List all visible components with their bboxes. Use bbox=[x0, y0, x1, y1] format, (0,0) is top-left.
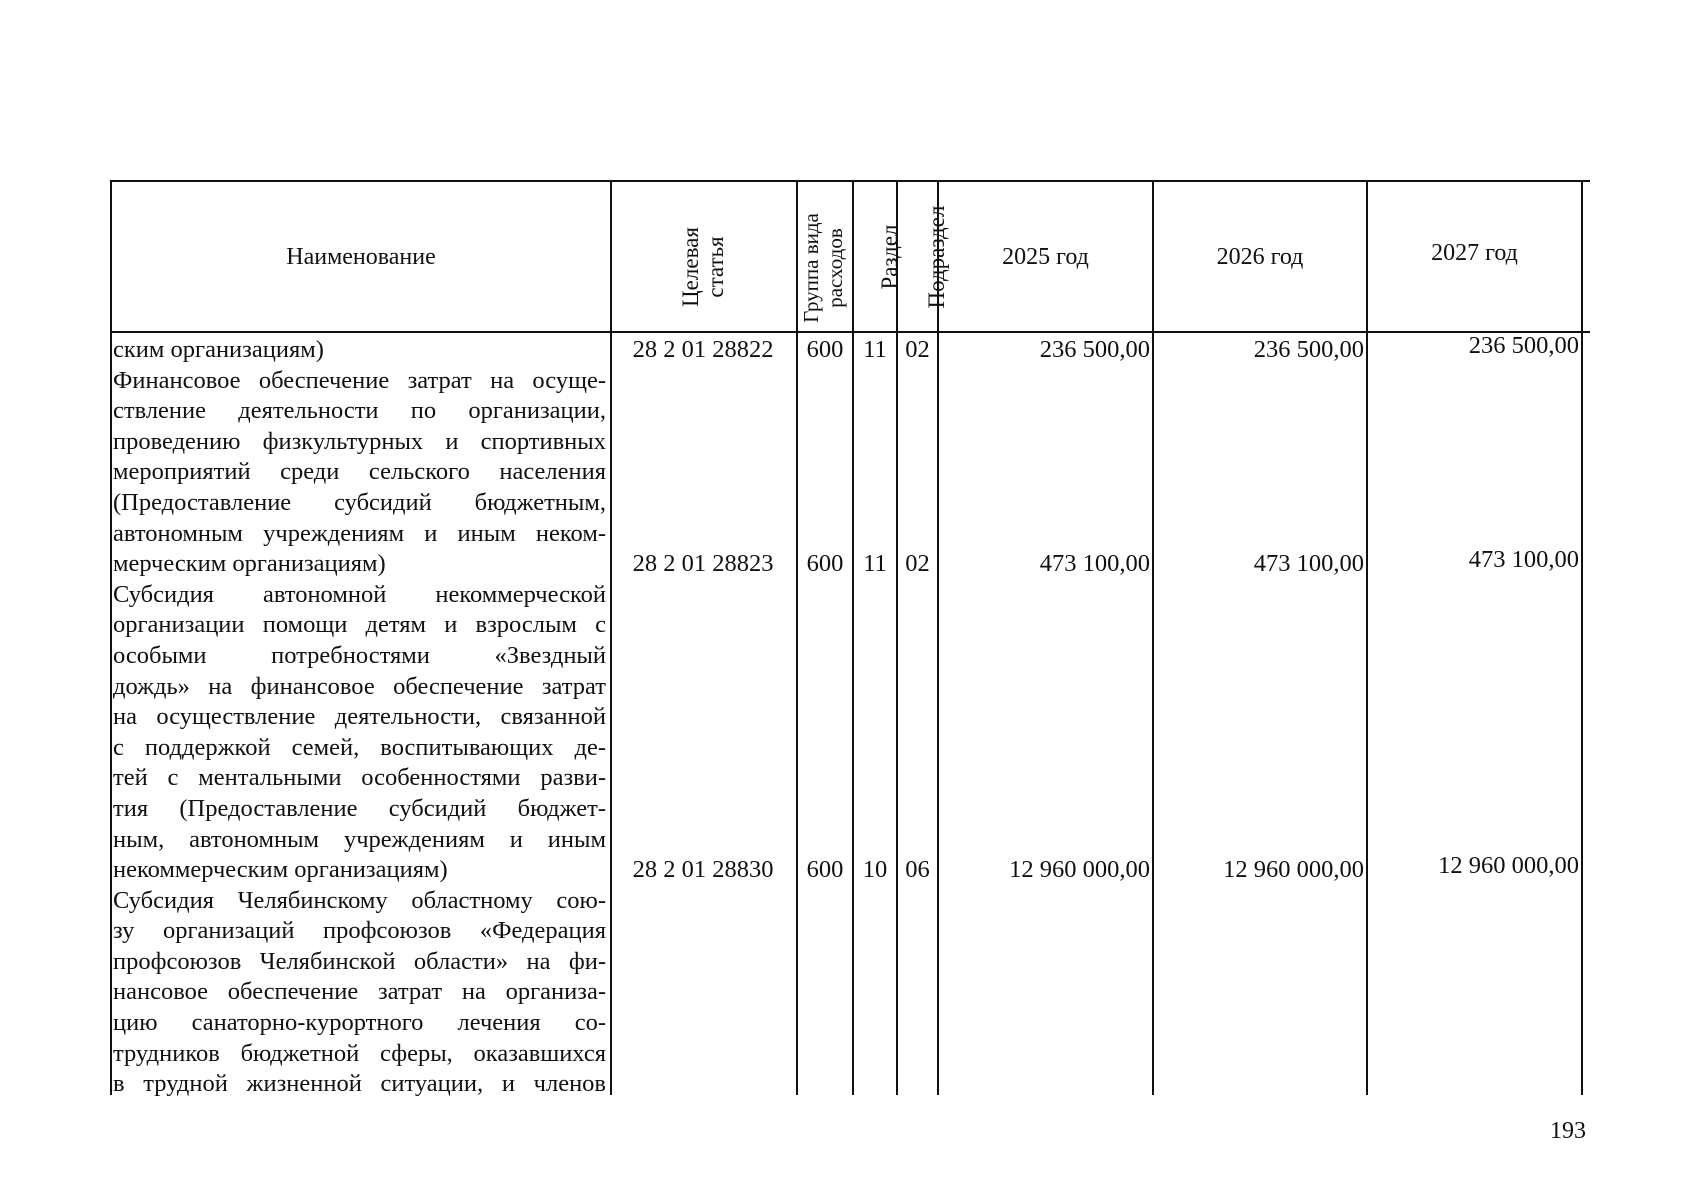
subsection-cell: 02 bbox=[905, 550, 930, 578]
name-line: Субсидия автономной некоммерческой bbox=[113, 580, 606, 608]
amount-2026-cell: 473 100,00 bbox=[1253, 550, 1364, 578]
header-target-article bbox=[678, 202, 732, 332]
page-number: 193 bbox=[1550, 1118, 1586, 1144]
amount-2025-cell: 236 500,00 bbox=[1039, 336, 1150, 363]
header-section: Раздел bbox=[877, 224, 902, 290]
header-year-2025: 2025 год bbox=[1002, 244, 1089, 270]
name-line: нансовое обеспечение затрат на организа- bbox=[113, 978, 606, 1006]
name-line: на осуществление деятельности, связанной bbox=[113, 703, 606, 731]
amount-2027-cell: 473 100,00 bbox=[1468, 546, 1579, 574]
section-cell: 11 bbox=[863, 550, 887, 578]
name-line: в трудной жизненной ситуации, и членов bbox=[113, 1070, 606, 1098]
name-line: мерческим организациям) bbox=[113, 550, 386, 578]
name-line: ским организациям) bbox=[113, 336, 324, 363]
col-border-name bbox=[610, 180, 612, 1095]
name-line: проведению физкультурных и спортивных bbox=[113, 427, 606, 455]
target-article-cell: 28 2 01 28822 bbox=[632, 336, 774, 363]
col-border-article bbox=[796, 180, 798, 1095]
name-line: некоммерческим организациям) bbox=[113, 856, 448, 884]
col-border-2025 bbox=[1152, 180, 1154, 1095]
header-expense-group bbox=[799, 203, 851, 333]
name-line: Финансовое обеспечение затрат на осуще- bbox=[113, 366, 606, 394]
section-cell: 11 bbox=[863, 336, 887, 363]
target-article-cell: 28 2 01 28830 bbox=[632, 856, 774, 884]
header-subsection: Подраздел bbox=[924, 205, 949, 309]
header-name: Наименование bbox=[286, 244, 436, 270]
subsection-cell: 06 bbox=[905, 856, 930, 884]
name-line: дождь» на финансовое обеспечение затрат bbox=[113, 672, 606, 700]
col-border-group bbox=[852, 180, 854, 1095]
header-expense-group-line2: расходов bbox=[823, 228, 847, 308]
table-top-border bbox=[110, 180, 1590, 182]
name-line: ным, автономным учреждениям и иным bbox=[113, 825, 606, 853]
name-line: ствление деятельности по организации, bbox=[113, 397, 606, 425]
name-line: тей с ментальными особенностями разви- bbox=[113, 764, 606, 792]
section-cell: 10 bbox=[862, 856, 888, 884]
name-line: трудников бюджетной сферы, оказавшихся bbox=[113, 1039, 606, 1067]
expense-group-cell: 600 bbox=[806, 856, 844, 884]
name-line: зу организаций профсоюзов «Федерация bbox=[113, 917, 606, 945]
name-line: автономным учреждениям и иным неком- bbox=[113, 519, 606, 547]
amount-2027-cell: 236 500,00 bbox=[1468, 332, 1579, 359]
name-line: с поддержкой семей, воспитывающих де- bbox=[113, 733, 606, 761]
name-column-text bbox=[113, 335, 606, 1100]
name-line: цию санаторно-курортного лечения со- bbox=[113, 1009, 606, 1037]
name-line: Субсидия Челябинскому областному сою- bbox=[113, 886, 606, 914]
header-target-article-line2: статья bbox=[703, 236, 728, 298]
col-border-right bbox=[1581, 180, 1583, 1095]
name-line: профсоюзов Челябинской области» на фи- bbox=[113, 947, 606, 975]
amount-2025-cell: 12 960 000,00 bbox=[1009, 856, 1150, 884]
header-expense-group-line1: Группа вида bbox=[799, 213, 823, 323]
name-line: тия (Предоставление субсидий бюджет- bbox=[113, 794, 606, 822]
name-line: мероприятий среди сельского населения bbox=[113, 458, 606, 486]
expense-group-cell: 600 bbox=[806, 550, 844, 578]
name-line: организации помощи детям и взрослым с bbox=[113, 611, 606, 639]
amount-2026-cell: 12 960 000,00 bbox=[1223, 856, 1364, 884]
amount-2026-cell: 236 500,00 bbox=[1253, 336, 1364, 363]
header-year-2027: 2027 год bbox=[1431, 240, 1518, 266]
name-line: особыми потребностями «Звездный bbox=[113, 641, 606, 669]
header-year-2026: 2026 год bbox=[1216, 244, 1304, 270]
col-border-section bbox=[896, 180, 898, 1095]
name-line: (Предоставление субсидий бюджетным, bbox=[113, 488, 606, 516]
expense-group-cell: 600 bbox=[806, 336, 844, 363]
col-border-2026 bbox=[1366, 180, 1368, 1095]
amount-2027-cell: 12 960 000,00 bbox=[1438, 852, 1579, 880]
subsection-cell: 02 bbox=[905, 336, 930, 363]
target-article-cell: 28 2 01 28823 bbox=[632, 550, 774, 578]
header-target-article-line1: Целевая bbox=[678, 227, 703, 307]
amount-2025-cell: 473 100,00 bbox=[1039, 550, 1150, 578]
col-border-left bbox=[110, 180, 112, 1095]
